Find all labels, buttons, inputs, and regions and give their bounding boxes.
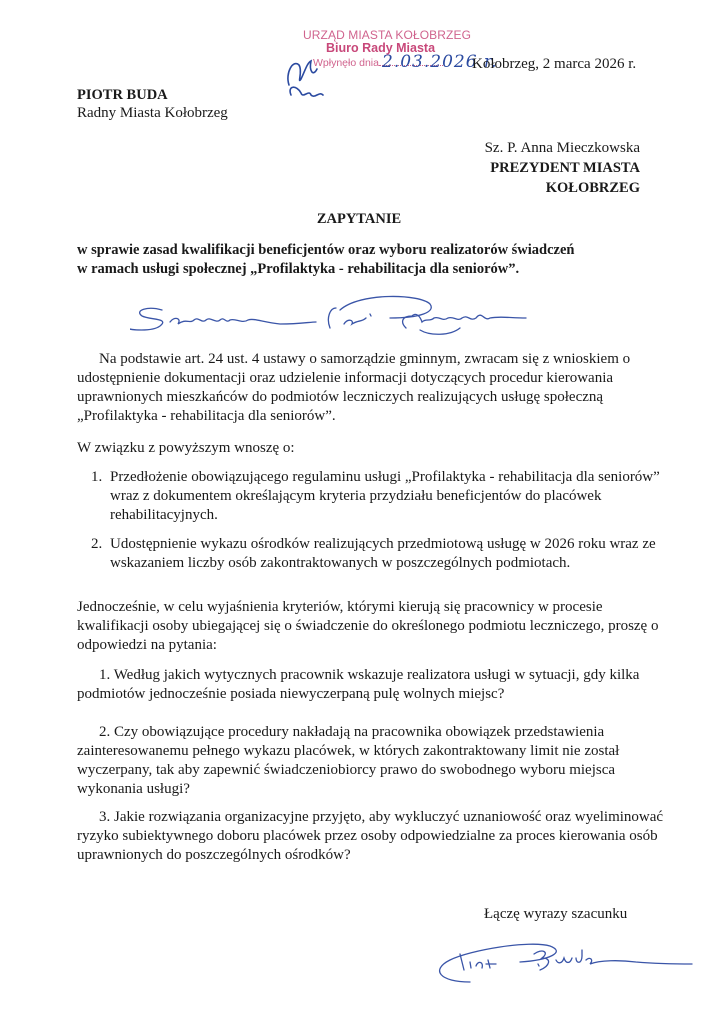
- paragraph-questions-intro: Jednocześnie, w celu wyjaśnienia kryteriów, którymi kierują się pracownicy w procesie kwalifikacji osoby ubiegającej się o świadczenie do określonego podmiotu leczniczego, proszę o odpowiedzi na pytania:: [77, 599, 659, 653]
- question-item: 2. Czy obowiązujące procedury nakładają na pracownika obowiązek przedstawienia zainteresowanemu pełnego wykazu placówek, w których zakontraktowany limit nie został wyczerpany, tak aby zapewnić świadczeniobiorcy prawo do swobodnego wyboru miejsca wykonania usługi?: [77, 724, 620, 797]
- recipient-city: KOŁOBRZEG: [545, 180, 640, 196]
- request-item: [91, 468, 670, 525]
- paragraph-intro: Na podstawie art. 24 ust. 4 ustawy o samorządzie gminnym, zwracam się z wnioskiem o udostępnienie dokumentacji oraz udzielenie informacji dotyczących procedur kierowania uprawnionych mieszkańców do podmiotów leczniczych realizujących usługę społeczną „Profilaktyka - rehabilitacja dla seniorów”.: [77, 351, 631, 424]
- stamp-initials-icon: [283, 55, 339, 101]
- request-number: 1.: [91, 469, 103, 485]
- document-subject: [77, 241, 677, 279]
- stamp-department: Biuro Rady Miasta: [326, 41, 436, 55]
- stamp-office: URZĄD MIASTA KOŁOBRZEG: [303, 28, 472, 42]
- sender-name: PIOTR BUDA: [77, 87, 168, 103]
- subject-line-2: w ramach usługi społecznej „Profilaktyka - rehabilitacja dla seniorów”.: [77, 261, 520, 277]
- signature: [430, 930, 700, 990]
- question-item: 1. Według jakich wytycznych pracownik wskazuje realizatora usługi w sytuacji, gdy kilka podmiotów jednocześnie posiada niewyczerpaną pulę wolnych miejsc?: [77, 667, 640, 702]
- request-number: 2.: [91, 536, 103, 552]
- closing-phrase: Łączę wyrazy szacunku: [484, 906, 628, 922]
- subject-line-1: w sprawie zasad kwalifikacji beneficjentów oraz wyboru realizatorów świadczeń: [77, 242, 575, 258]
- recipient-block: [485, 138, 640, 198]
- question-item: 3. Jakie rozwiązania organizacyjne przyjęto, aby wykluczyć uznaniowość oraz wyeliminować ryzyko subiektywnego doboru placówek przez osoby odpowiedzialne za proces kierowania osób uprawnionych do poszczególnych ośrodków?: [77, 809, 664, 863]
- document-title: ZAPYTANIE: [316, 211, 402, 227]
- handwritten-salutation: [130, 288, 570, 338]
- request-item: [91, 535, 670, 573]
- paragraph-request: W związku z powyższym wnoszę o:: [77, 440, 295, 456]
- place-date: Kołobrzeg, 2 marca 2026 r.: [472, 56, 637, 72]
- received-date-handwritten: 2.03.2026 r.: [382, 52, 498, 72]
- recipient-name: Sz. P. Anna Mieczkowska: [484, 140, 640, 156]
- request-text: Przedłożenie obowiązującego regulaminu usługi „Profilaktyka - rehabilitacja dla seniorów” wraz z dokumentem określającym kryteria przydziału beneficjentów do placówek rehabilitacyjnych.: [110, 469, 660, 523]
- stamp-received-text: Wpłynęło dnia: [313, 57, 379, 69]
- recipient-title: PREZYDENT MIASTA: [490, 160, 640, 176]
- sender-role: Radny Miasta Kołobrzeg: [77, 105, 228, 121]
- request-text: Udostępnienie wykazu ośrodków realizujących przedmiotową usługę w 2026 roku wraz ze wskazaniem liczby osób zakontraktowanych w poszczególnych podmiotach.: [110, 536, 656, 571]
